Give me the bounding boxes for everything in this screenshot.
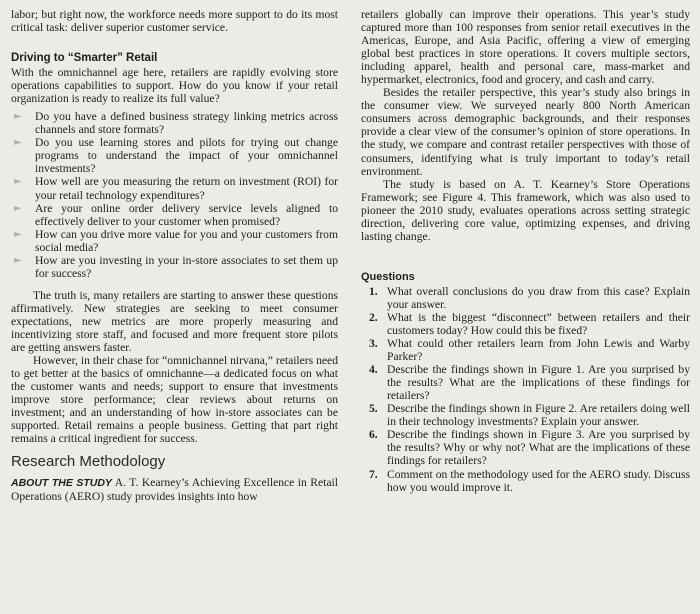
question-number: 4. bbox=[369, 363, 378, 377]
question-number: 7. bbox=[369, 467, 378, 481]
continued-paragraph: retailers globally can improve their operations. This year’s study captured more than 100 responses from senior retail executives in the Americas, Europe, and Asia Pacific, offering a view of emerging global best practices in store operations. It covers multiple sectors, including apparel, health and personal care, mass-market and hypermarket, electronics, food and grocery, and cash and carry. bbox=[361, 8, 690, 87]
list-item bbox=[14, 201, 338, 228]
question-item bbox=[369, 402, 690, 429]
left-column bbox=[11, 8, 338, 504]
intro-paragraph: labor; but right now, the workforce needs more support to do its most critical task: deliver superior customer service. bbox=[11, 8, 338, 35]
list-item bbox=[14, 253, 338, 280]
bullet-text: Do you use learning stores and pilots for trying out change programs to understand the impact of your omnichannel investments? bbox=[35, 136, 338, 176]
bullet-icon: ► bbox=[14, 176, 22, 188]
question-item bbox=[369, 428, 690, 468]
question-item bbox=[369, 284, 690, 311]
right-column bbox=[361, 8, 690, 494]
list-item bbox=[14, 227, 338, 254]
question-text: What could other retailers learn from John Lewis and Warby Parker? bbox=[387, 337, 690, 364]
question-number: 2. bbox=[369, 310, 378, 324]
questions-heading: Questions bbox=[361, 270, 415, 283]
driving-paragraph: With the omnichannel age here, retailers are rapidly evolving store operations capabilities to support. How do you know if your retail organization is ready to realize its full value? bbox=[11, 66, 338, 106]
question-text: Comment on the methodology used for the AERO study. Discuss how you would improve it. bbox=[387, 467, 690, 494]
question-number: 1. bbox=[369, 284, 378, 298]
list-item bbox=[14, 175, 338, 202]
question-text: Describe the findings shown in Figure 3. Are you surprised by the results? Why or why not? What are the implications of these findings for retailers? bbox=[387, 428, 690, 468]
truth-paragraph: The truth is, many retailers are starting to answer these questions affirmatively. New strategies are seeking to meet consumer expectations, new metrics are more properly measuring and incentivizing store staff, and focused and more frequent store pilots are getting answers faster. bbox=[11, 288, 338, 355]
bullet-icon: ► bbox=[14, 111, 22, 123]
bullet-icon: ► bbox=[14, 254, 22, 266]
list-item bbox=[14, 136, 338, 176]
bullet-text: How well are you measuring the return on investment (ROI) for your retail technology expenditures? bbox=[35, 175, 338, 202]
question-item bbox=[369, 337, 690, 364]
question-text: Describe the findings shown in Figure 1. Are you surprised by the results? What are the implications of these findings for retailers? bbox=[387, 363, 690, 403]
research-methodology-heading: Research Methodology bbox=[11, 453, 166, 471]
question-bullet-list bbox=[11, 110, 338, 280]
question-number: 6. bbox=[369, 428, 378, 442]
bullet-icon: ► bbox=[14, 137, 22, 149]
question-item bbox=[369, 310, 690, 337]
bullet-icon: ► bbox=[14, 228, 22, 240]
besides-paragraph: Besides the retailer perspective, this year’s study also brings in the consumer view. We surveyed nearly 800 North American consumers across demographic backgrounds, and their responses provide a clear view of the consumer’s opinion of store operations. In the study, we compare and contrast retailer perspectives with those of consumers, identifying what is truly important to today’s retail environment. bbox=[361, 86, 690, 178]
bullet-text: Are your online order delivery service levels aligned to effectively deliver to your customer when promised? bbox=[35, 201, 338, 228]
bullet-text: Do you have a defined business strategy linking metrics across channels and store formats? bbox=[35, 110, 338, 137]
question-number: 5. bbox=[369, 402, 378, 416]
bullet-text: How are you investing in your in-store associates to set them up for success? bbox=[35, 253, 338, 280]
questions-list bbox=[361, 285, 690, 494]
question-item bbox=[369, 363, 690, 403]
bullet-icon: ► bbox=[14, 202, 22, 214]
about-study-paragraph bbox=[11, 476, 338, 503]
about-study-text: A. T. Kearney’s Achieving Excellence in Retail Operations (AERO) study provides insights into how bbox=[11, 476, 338, 504]
question-text: What overall conclusions do you draw from this case? Explain your answer. bbox=[387, 284, 690, 311]
list-item bbox=[14, 110, 338, 137]
however-paragraph: However, in their chase for “omnichannel nirvana,” retailers need to get better at the basics of omnichanne—a dedicated focus on what the customer wants and needs; support to ensure that investments improve store performance; clear reviews about returns on investment; and an understanding of how in-store associates can be supported. Retail remains a people business. Getting that part right remains a critical ingredient for success. bbox=[11, 354, 338, 446]
driving-heading: Driving to “Smarter” Retail bbox=[11, 52, 158, 65]
bullet-text: How can you drive more value for you and your customers from social media? bbox=[35, 227, 338, 254]
about-study-label: ABOUT THE STUDY bbox=[11, 477, 112, 490]
question-text: Describe the findings shown in Figure 2. Are retailers doing well in their technology investments? Explain your answer. bbox=[387, 402, 690, 429]
question-number: 3. bbox=[369, 337, 378, 351]
question-item bbox=[369, 467, 690, 494]
question-text: What is the biggest “disconnect” between retailers and their customers today? How could this be fixed? bbox=[387, 310, 690, 337]
framework-paragraph: The study is based on A. T. Kearney’s Store Operations Framework; see Figure 4. This framework, which was also used to pioneer the 2010 study, evaluates operations across setting strategic direction, delivering core value, optimizing expenses, and driving lasting change. bbox=[361, 177, 690, 243]
